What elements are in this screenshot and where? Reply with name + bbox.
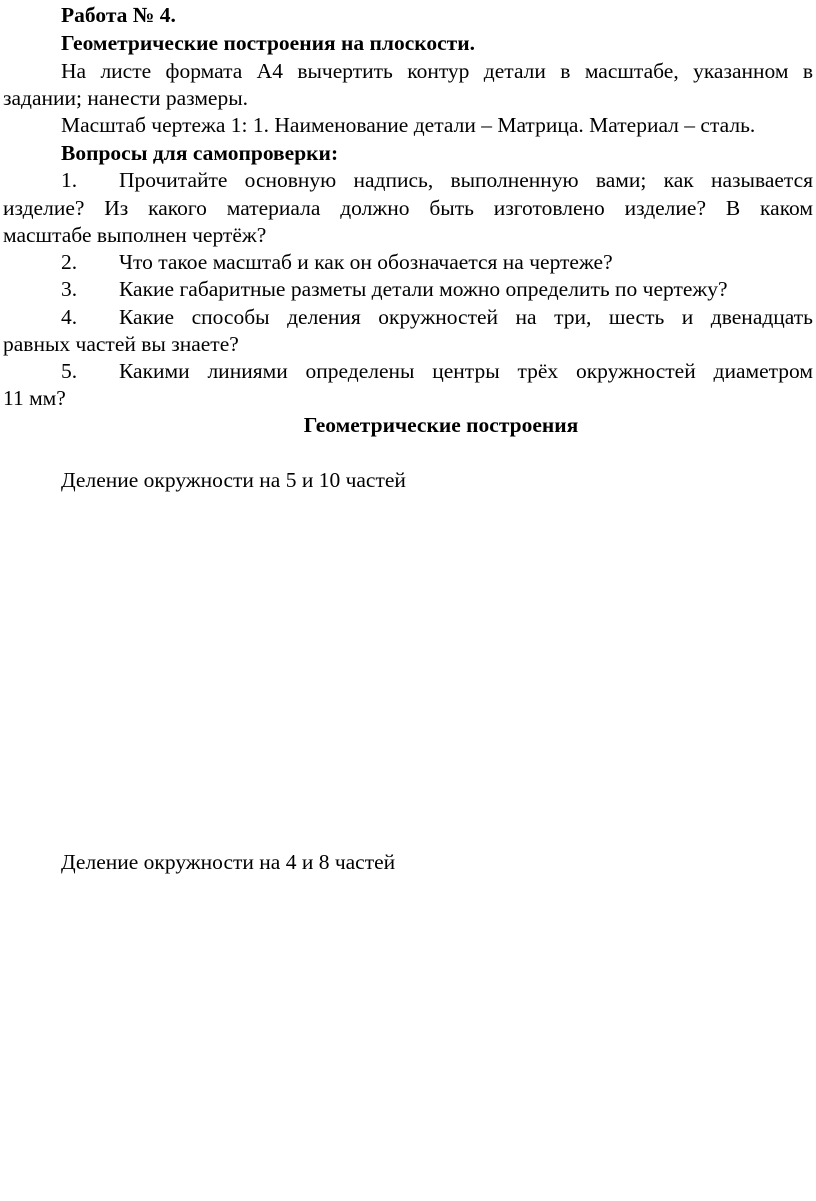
question-5-line-2: 11 мм?: [3, 386, 66, 410]
question-1-line-2: изделие? Из какого материала должно быть изготовлено изделие? В каком: [3, 196, 813, 220]
questions-heading: Вопросы для самопроверки:: [61, 141, 339, 165]
question-5-text-1: Какими линиями определены центры трёх окружностей диаметром: [119, 359, 813, 383]
question-4-text-1: Какие способы деления окружностей на три, шесть и двенадцать: [119, 305, 813, 329]
question-1-number: 1.: [61, 168, 78, 192]
division-5-10-caption: Деление окружности на 5 и 10 частей: [61, 468, 406, 492]
work-title: Работа № 4.: [61, 3, 176, 27]
task-text-line-2: задании; нанести размеры.: [3, 86, 249, 110]
topic-title: Геометрические построения на плоскости.: [61, 31, 475, 55]
question-5-number: 5.: [61, 359, 78, 383]
question-1-text-1: Прочитайте основную надпись, выполненную вами; как называется: [119, 168, 813, 192]
division-4-8-caption: Деление окружности на 4 и 8 частей: [61, 850, 396, 874]
question-3-line-1: [61, 276, 728, 304]
question-4-line-2: равных частей вы знаете?: [3, 332, 239, 356]
question-3-text-1: Какие габаритные разметы детали можно определить по чертежу?: [119, 277, 728, 301]
question-1-line-3: масштабе выполнен чертёж?: [3, 223, 267, 247]
question-2-number: 2.: [61, 250, 78, 274]
question-1-line-1: [61, 167, 813, 195]
question-3-number: 3.: [61, 277, 78, 301]
question-4-number: 4.: [61, 305, 78, 329]
question-5-line-1: [61, 358, 813, 386]
question-2-text-1: Что такое масштаб и как он обозначается на чертеже?: [119, 250, 613, 274]
section-heading: Геометрические построения: [303, 413, 579, 437]
question-4-line-1: [61, 304, 813, 332]
scale-text: Масштаб чертежа 1: 1. Наименование детали – Матрица. Материал – сталь.: [61, 113, 756, 137]
task-text-line-1: На листе формата А4 вычертить контур детали в масштабе, указанном в: [61, 59, 813, 83]
question-2-line-1: [61, 249, 613, 277]
